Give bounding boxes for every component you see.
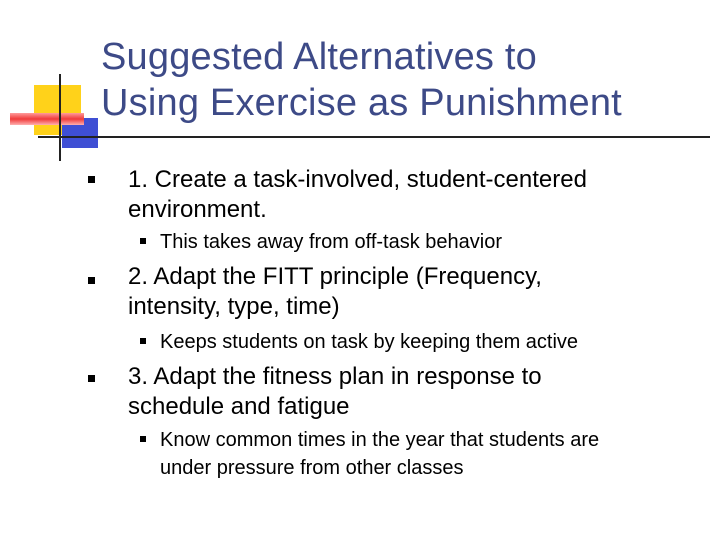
bullet-text bbox=[128, 262, 688, 322]
sub-bullet-text bbox=[160, 328, 700, 356]
bullet-marker bbox=[88, 277, 95, 284]
bullet-text bbox=[128, 362, 688, 422]
bullet-text bbox=[128, 165, 688, 225]
sub-bullet-text-line: Keeps students on task by keeping them active bbox=[160, 331, 579, 353]
sub-bullet-marker bbox=[140, 238, 146, 244]
sub-bullet-text bbox=[160, 228, 700, 256]
bullet-text-line: 2. Adapt the FITT principle (Frequency, bbox=[128, 263, 542, 290]
sub-bullet-marker bbox=[140, 436, 146, 442]
sub-bullet-text-line: This takes away from off-task behavior bbox=[160, 231, 502, 253]
bullet-text-line: environment. bbox=[128, 196, 267, 223]
sub-bullet-text-line: under pressure from other classes bbox=[160, 457, 464, 479]
bullet-marker bbox=[88, 176, 95, 183]
bullet-marker bbox=[88, 375, 95, 382]
bullet-text-line: schedule and fatigue bbox=[128, 393, 350, 420]
sub-bullet-text bbox=[160, 426, 700, 482]
sub-bullet-text-line: Know common times in the year that students are bbox=[160, 429, 600, 451]
bullet-text-line: intensity, type, time) bbox=[128, 293, 340, 320]
bullet-text-line: 1. Create a task-involved, student-centered bbox=[128, 166, 587, 193]
title-line-2: Using Exercise as Punishment bbox=[101, 82, 622, 124]
bullet-text-line: 3. Adapt the fitness plan in response to bbox=[128, 363, 542, 390]
title-line-1: Suggested Alternatives to bbox=[101, 36, 537, 78]
sub-bullet-marker bbox=[140, 338, 146, 344]
